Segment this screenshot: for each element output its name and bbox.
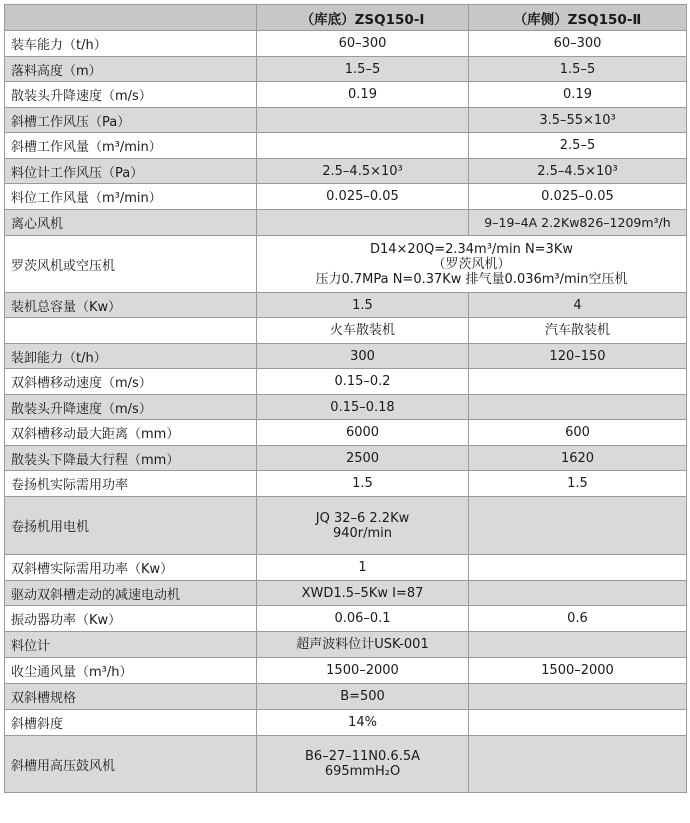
row-value-2: 2.5–4.5×10³ xyxy=(469,159,687,184)
row-value-span xyxy=(257,236,687,293)
row-value-2: 9–19–4A 2.2Kw826–1209m³/h xyxy=(469,210,687,236)
table-row xyxy=(5,31,687,57)
row-value-2: 600 xyxy=(469,420,687,446)
row-label: 装车能力（t/h） xyxy=(5,31,257,57)
table-row xyxy=(5,736,687,793)
row-value-2: 1.5–5 xyxy=(469,57,687,82)
row-value-2: 1.5 xyxy=(469,471,687,497)
row-value-2: 0.6 xyxy=(469,606,687,632)
row-value-2: 2.5–5 xyxy=(469,133,687,159)
row-label: 斜槽斜度 xyxy=(5,710,257,736)
row-label: 振动器功率（Kw） xyxy=(5,606,257,632)
table-row xyxy=(5,420,687,446)
row-label: 料位计工作风压（Pa） xyxy=(5,159,257,184)
row-value-2: 0.19 xyxy=(469,82,687,108)
table-row xyxy=(5,446,687,471)
value-line: （罗茨风机） xyxy=(432,256,511,272)
row-value-2 xyxy=(469,497,687,555)
row-value-2: 60–300 xyxy=(469,31,687,57)
row-label: 驱动双斜槽走动的减速电动机 xyxy=(5,581,257,606)
row-value-2 xyxy=(469,632,687,658)
row-label: 收尘通风量（m³/h） xyxy=(5,658,257,684)
value-line: D14×20Q=2.34m³/min N=3Kw xyxy=(369,241,573,257)
row-value-2 xyxy=(469,555,687,581)
row-value-2 xyxy=(469,581,687,606)
row-value-1: XWD1.5–5Kw I=87 xyxy=(257,581,469,606)
table-row xyxy=(5,108,687,133)
row-value-1: 1500–2000 xyxy=(257,658,469,684)
row-value-1: 超声波料位计USK-001 xyxy=(257,632,469,658)
row-label: 斜槽用高压鼓风机 xyxy=(5,736,257,793)
table-row xyxy=(5,293,687,318)
row-label: 散装头下降最大行程（mm） xyxy=(5,446,257,471)
row-label: 斜槽工作风压（Pa） xyxy=(5,108,257,133)
table-row xyxy=(5,606,687,632)
row-label: 散装头升降速度（m/s） xyxy=(5,82,257,108)
table-row xyxy=(5,497,687,555)
row-value-1 xyxy=(257,736,469,793)
value-line: 压力0.7MPa N=0.37Kw 排气量0.036m³/min空压机 xyxy=(315,271,628,287)
row-value-1: 2.5–4.5×10³ xyxy=(257,159,469,184)
row-label: 双斜槽移动速度（m/s） xyxy=(5,369,257,395)
row-value-2: 120–150 xyxy=(469,344,687,369)
row-value-2: 汽车散装机 xyxy=(469,318,687,344)
table-row xyxy=(5,236,687,293)
row-value-2: 4 xyxy=(469,293,687,318)
row-label: 装机总容量（Kw） xyxy=(5,293,257,318)
value-line: B6–27–11N0.6.5A xyxy=(305,749,420,764)
row-label: 落料高度（m） xyxy=(5,57,257,82)
row-value-2: 1500–2000 xyxy=(469,658,687,684)
row-value-1: 2500 xyxy=(257,446,469,471)
table-row xyxy=(5,581,687,606)
row-value-2 xyxy=(469,736,687,793)
value-line: 695mmH₂O xyxy=(324,764,401,779)
row-value-2: 3.5–55×10³ xyxy=(469,108,687,133)
row-value-1: 14% xyxy=(257,710,469,736)
row-value-1: 0.15–0.18 xyxy=(257,395,469,420)
row-value-2: 1620 xyxy=(469,446,687,471)
header-cell-empty xyxy=(5,5,257,31)
table-row xyxy=(5,395,687,420)
row-value-1: 0.19 xyxy=(257,82,469,108)
row-label: 双斜槽移动最大距离（mm） xyxy=(5,420,257,446)
row-value-2 xyxy=(469,395,687,420)
row-value-1: 火车散装机 xyxy=(257,318,469,344)
table-row xyxy=(5,159,687,184)
value-line: JQ 32–6 2.2Kw xyxy=(315,510,410,526)
row-value-1: 0.025–0.05 xyxy=(257,184,469,210)
table-row xyxy=(5,684,687,710)
row-value-1: 1.5–5 xyxy=(257,57,469,82)
row-label: 双斜槽规格 xyxy=(5,684,257,710)
row-value-1: 1 xyxy=(257,555,469,581)
table-row xyxy=(5,710,687,736)
row-label: 料位工作风量（m³/min） xyxy=(5,184,257,210)
row-value-1 xyxy=(257,497,469,555)
table-row xyxy=(5,57,687,82)
header-model-1: （库底）ZSQ150-Ⅰ xyxy=(257,5,469,31)
table-row xyxy=(5,471,687,497)
row-value-1 xyxy=(257,210,469,236)
row-label: 双斜槽实际需用功率（Kw） xyxy=(5,555,257,581)
table-row xyxy=(5,184,687,210)
row-value-1: 6000 xyxy=(257,420,469,446)
table-row xyxy=(5,133,687,159)
row-value-2 xyxy=(469,684,687,710)
row-label: 离心风机 xyxy=(5,210,257,236)
row-value-1: 300 xyxy=(257,344,469,369)
row-value-1: 60–300 xyxy=(257,31,469,57)
table-row xyxy=(5,632,687,658)
table-row xyxy=(5,344,687,369)
row-value-1: 0.15–0.2 xyxy=(257,369,469,395)
row-value-1: B=500 xyxy=(257,684,469,710)
row-value-1: 1.5 xyxy=(257,293,469,318)
value-line: 940r/min xyxy=(332,525,393,541)
row-label: 斜槽工作风量（m³/min） xyxy=(5,133,257,159)
spec-table xyxy=(4,4,687,793)
row-value-2: 0.025–0.05 xyxy=(469,184,687,210)
row-label: 卷扬机实际需用功率 xyxy=(5,471,257,497)
row-value-2 xyxy=(469,710,687,736)
row-value-2 xyxy=(469,369,687,395)
row-label: 卷扬机用电机 xyxy=(5,497,257,555)
row-label: 装卸能力（t/h） xyxy=(5,344,257,369)
table-row xyxy=(5,210,687,236)
table-row xyxy=(5,658,687,684)
table-row xyxy=(5,318,687,344)
row-value-1 xyxy=(257,133,469,159)
table-row xyxy=(5,369,687,395)
table-row xyxy=(5,555,687,581)
row-label: 散装头升降速度（m/s） xyxy=(5,395,257,420)
row-label: 罗茨风机或空压机 xyxy=(5,236,257,293)
header-model-2: （库侧）ZSQ150-Ⅱ xyxy=(469,5,687,31)
row-label xyxy=(5,318,257,344)
table-row xyxy=(5,82,687,108)
row-label: 料位计 xyxy=(5,632,257,658)
header-row xyxy=(5,5,687,31)
row-value-1 xyxy=(257,108,469,133)
row-value-1: 1.5 xyxy=(257,471,469,497)
row-value-1: 0.06–0.1 xyxy=(257,606,469,632)
